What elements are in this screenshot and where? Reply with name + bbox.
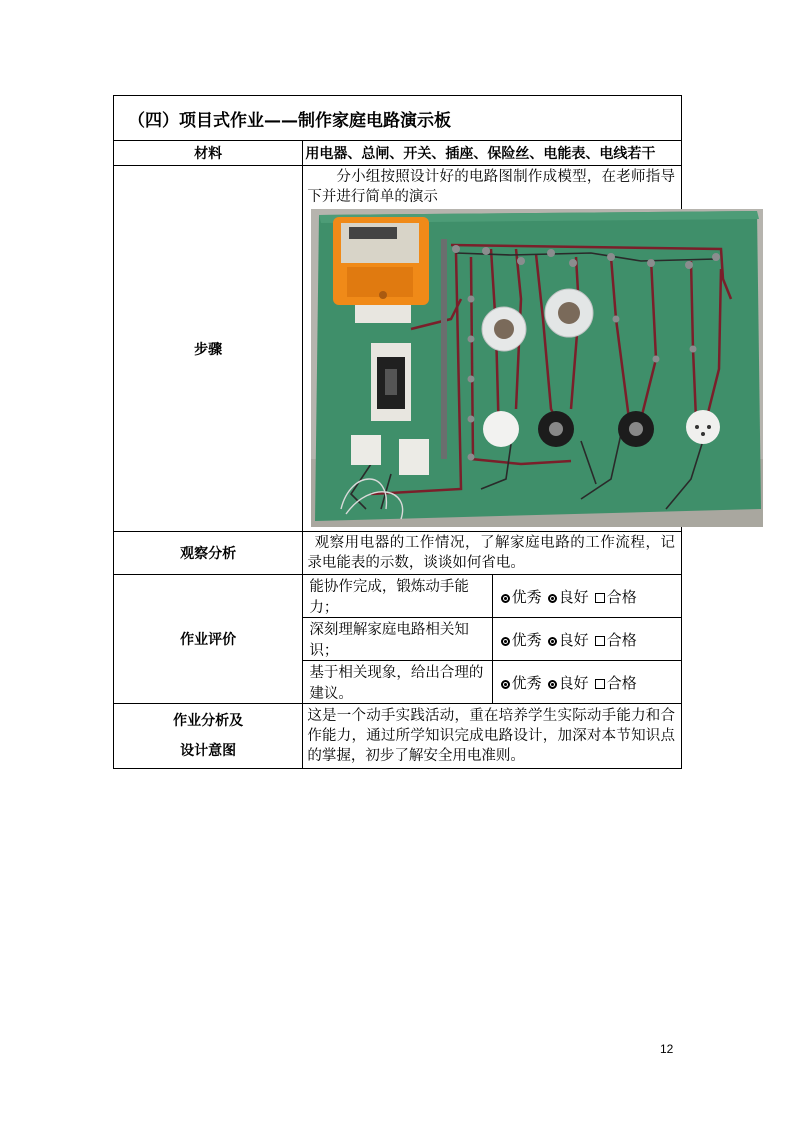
steps-label: 步骤 bbox=[114, 166, 303, 532]
selected-radio-icon bbox=[501, 680, 510, 689]
selected-radio-icon bbox=[501, 594, 510, 603]
design-label bbox=[114, 704, 303, 769]
evaluation-options-2: 优秀 良好 合格 bbox=[492, 618, 681, 661]
evaluation-item-3: 基于相关现象，给出合理的建议。 bbox=[303, 661, 492, 704]
selected-radio-icon bbox=[548, 594, 557, 603]
observation-label: 观察分析 bbox=[114, 532, 303, 575]
evaluation-item-1: 能协作完成，锻炼动手能力； bbox=[303, 575, 492, 618]
page-number: 12 bbox=[660, 1042, 674, 1056]
design-label-line-2: 设计意图 bbox=[180, 743, 237, 759]
evaluation-options-1: 优秀 良好 合格 bbox=[492, 575, 681, 618]
checkbox-icon bbox=[595, 679, 605, 689]
evaluation-options-3: 优秀 良好 合格 bbox=[492, 661, 681, 704]
steps-text: 分小组按照设计好的电路图制作成模型，在老师指导下并进行简单的演示 bbox=[307, 169, 675, 205]
design-text: 这是一个动手实践活动，重在培养学生实际动手能力和合作能力，通过所学知识完成电路设计，加深对本节知识点的掌握，初步了解安全用电准则。 bbox=[303, 704, 682, 769]
materials-label: 材料 bbox=[114, 141, 303, 166]
evaluation-label: 作业评价 bbox=[114, 575, 303, 704]
design-label-line-1: 作业分析及 bbox=[173, 713, 244, 729]
selected-radio-icon bbox=[548, 680, 557, 689]
circuit-board-photo bbox=[311, 209, 763, 527]
materials-value: 用电器、总闸、开关、插座、保险丝、电能表、电线若干 bbox=[303, 141, 682, 166]
observation-text bbox=[303, 532, 682, 575]
table-title: （四）项目式作业——制作家庭电路演示板 bbox=[114, 96, 682, 141]
selected-radio-icon bbox=[548, 637, 557, 646]
steps-cell bbox=[303, 166, 682, 532]
checkbox-icon bbox=[595, 593, 605, 603]
checkbox-icon bbox=[595, 636, 605, 646]
homework-table bbox=[113, 95, 682, 769]
observation-content: 观察用电器的工作情况，了解家庭电路的工作流程，记录电能表的示数，谈谈如何省电。 bbox=[307, 535, 675, 571]
evaluation-item-2: 深刻理解家庭电路相关知识； bbox=[303, 618, 492, 661]
selected-radio-icon bbox=[501, 637, 510, 646]
